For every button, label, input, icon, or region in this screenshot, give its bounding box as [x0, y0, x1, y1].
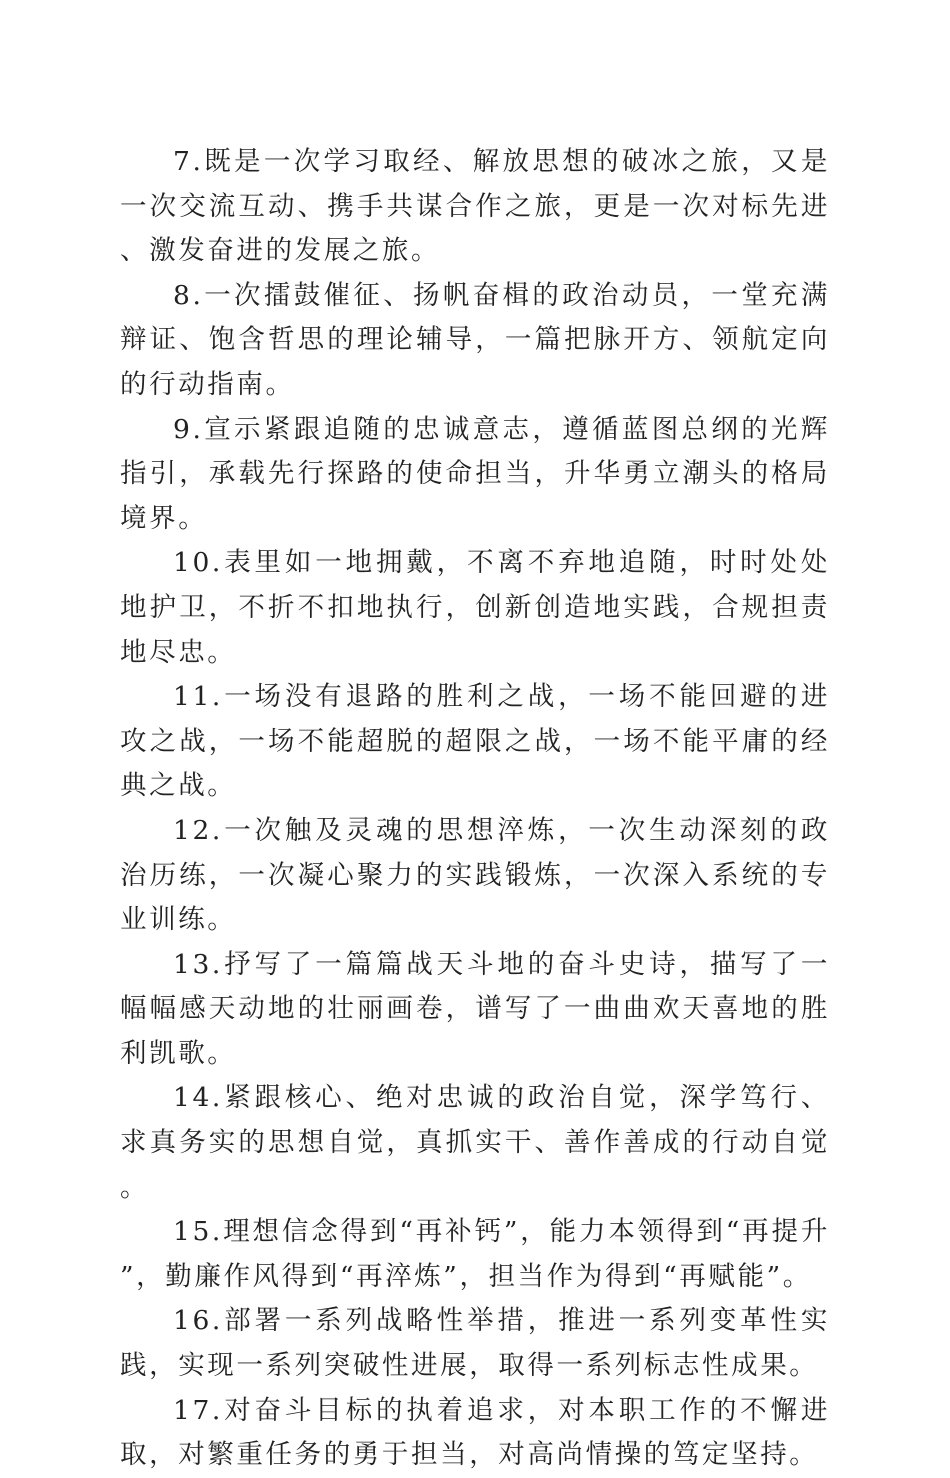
paragraph-12: 12.一次触及灵魂的思想淬炼，一次生动深刻的政治历练，一次凝心聚力的实践锻炼，一次深入系统的专业训练。: [120, 814, 830, 936]
document-page: [120, 140, 830, 1478]
paragraph-17: 17.对奋斗目标的执着追求，对本职工作的不懈进取，对繁重任务的勇于担当，对高尚情操的笃定坚持。: [120, 1394, 830, 1471]
paragraph-15: 15.理想信念得到“再补钙”，能力本领得到“再提升”，勤廉作风得到“再淬炼”，担当作为得到“再赋能”。: [120, 1216, 830, 1292]
paragraph-13: 13.抒写了一篇篇战天斗地的奋斗史诗，描写了一幅幅感天动地的壮丽画卷，谱写了一曲曲欢天喜地的胜利凯歌。: [120, 948, 830, 1069]
paragraph-9: 9.宣示紧跟追随的忠诚意志，遵循蓝图总纲的光辉指引，承载先行探路的使命担当，升华勇立潮头的格局境界。: [120, 413, 830, 534]
paragraph-11: 11.一场没有退路的胜利之战，一场不能回避的进攻之战，一场不能超脱的超限之战，一场不能平庸的经典之战。: [120, 681, 830, 802]
paragraph-14: 14.紧跟核心、绝对忠诚的政治自觉，深学笃行、求真务实的思想自觉，真抓实干、善作善成的行动自觉。: [120, 1082, 830, 1203]
paragraph-7: 7.既是一次学习取经、解放思想的破冰之旅，又是一次交流互动、携手共谋合作之旅，更是一次对标先进、激发奋进的发展之旅。: [120, 146, 830, 267]
paragraph-8: 8.一次擂鼓催征、扬帆奋楫的政治动员，一堂充满辩证、饱含哲思的理论辅导，一篇把脉开方、领航定向的行动指南。: [120, 279, 830, 400]
paragraph-16: 16.部署一系列战略性举措，推进一系列变革性实践，实现一系列突破性进展，取得一系列标志性成果。: [120, 1305, 830, 1382]
paragraph-10: 10.表里如一地拥戴，不离不弃地追随，时时处处地护卫，不折不扣地执行，创新创造地实践，合规担责地尽忠。: [120, 547, 830, 668]
